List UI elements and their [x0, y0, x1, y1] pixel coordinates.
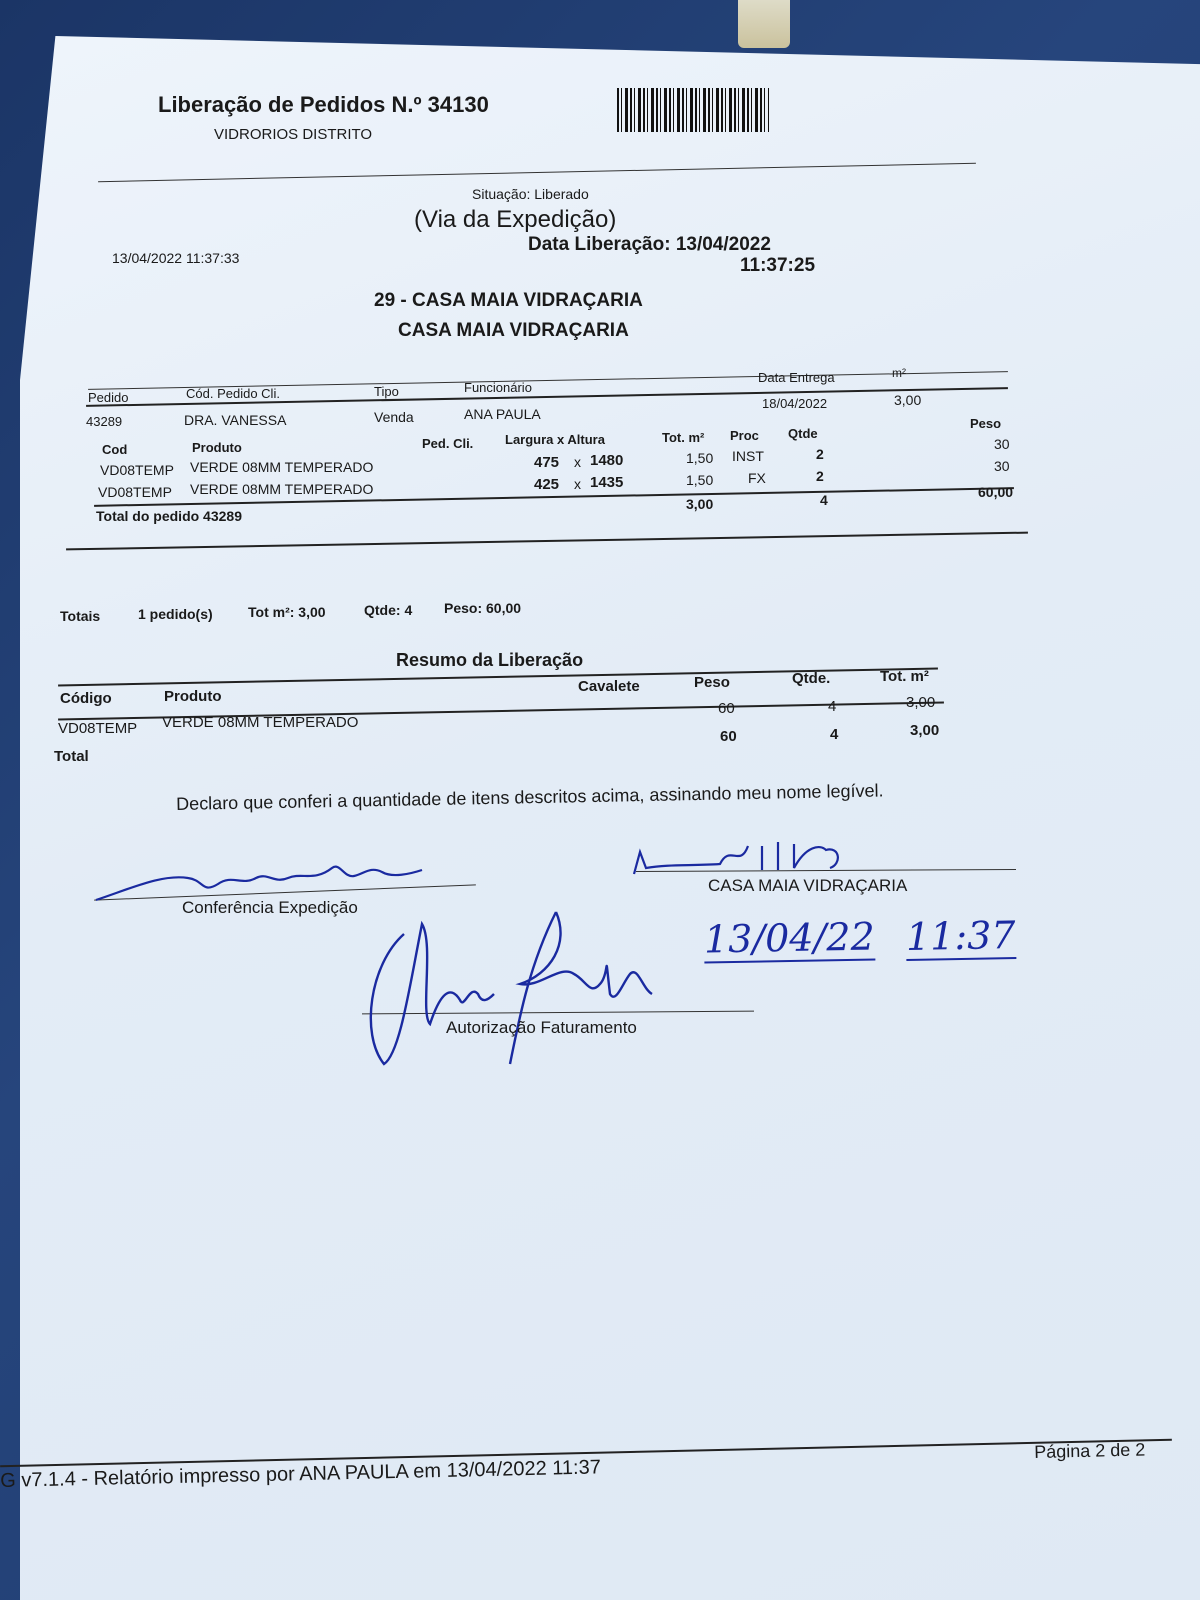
summary-header-peso: Peso: [694, 674, 730, 691]
totals-label: Totais: [60, 608, 101, 624]
item-tot-m2: 1,50: [686, 472, 714, 488]
item-header-largura-altura: Largura x Altura: [505, 432, 605, 447]
item-header-cod: Cod: [102, 442, 128, 457]
summary-title: Resumo da Liberação: [396, 650, 584, 670]
handwritten-time: 11:37: [905, 913, 1016, 959]
copy-label: (Via da Expedição): [414, 206, 617, 233]
col-header-tipo: Tipo: [374, 384, 399, 399]
summary-total-tot-m2: 3,00: [910, 722, 940, 739]
print-timestamp: 13/04/2022 11:37:33: [112, 250, 240, 266]
declaration-text: Declaro que conferi a quantidade de itens descritos acima, assinando meu nome legível.: [176, 780, 884, 814]
summary-header-codigo: Código: [60, 690, 112, 707]
order-total-label: Total do pedido 43289: [96, 508, 242, 524]
totals-qtde: Qtde: 4: [364, 602, 413, 618]
item-code: VD08TEMP: [100, 462, 174, 478]
item-x: x: [574, 476, 581, 492]
order-total-qtde: 4: [820, 492, 828, 508]
document-title: Liberação de Pedidos N.º 34130: [158, 92, 489, 117]
item-header-tot-m2: Tot. m²: [662, 430, 705, 445]
order-section-bottom-line: [66, 532, 1028, 551]
page-number: Página 2 de 2: [1034, 1439, 1146, 1462]
item-product: VERDE 08MM TEMPERADO: [190, 459, 374, 475]
item-x: x: [574, 454, 581, 470]
order-client-ref: DRA. VANESSA: [184, 412, 287, 428]
item-width: 425: [534, 476, 560, 493]
col-header-pedido: Pedido: [88, 390, 129, 405]
summary-row-qtde: 4: [828, 698, 837, 715]
summary-total-label: Total: [54, 748, 89, 765]
order-total-peso: 60,00: [978, 484, 1014, 500]
header-divider: [98, 163, 976, 182]
item-tot-m2: 1,50: [686, 450, 714, 466]
col-header-m2: m²: [892, 366, 906, 380]
summary-header-qtde: Qtde.: [792, 670, 831, 687]
item-header-produto: Produto: [192, 440, 242, 455]
summary-header-cavalete: Cavalete: [578, 678, 640, 695]
item-header-proc: Proc: [730, 428, 759, 443]
client-code-name: 29 - CASA MAIA VIDRAÇARIA: [374, 290, 643, 311]
summary-total-qtde: 4: [830, 726, 839, 743]
order-delivery-date: 18/04/2022: [762, 396, 828, 411]
col-header-data-entrega: Data Entrega: [758, 370, 835, 385]
summary-row-tot-m2: 3,00: [906, 694, 936, 711]
order-type: Venda: [374, 409, 414, 425]
totals-orders: 1 pedido(s): [138, 606, 213, 622]
col-header-funcionario: Funcionário: [464, 380, 532, 395]
barcode: [617, 88, 769, 132]
summary-row-product: VERDE 08MM TEMPERADO: [162, 714, 359, 731]
footer-printed-by: G v7.1.4 - Relatório impresso por ANA PAULA em 13/04/2022 11:37: [0, 1456, 602, 1492]
release-date: Data Liberação: 13/04/2022: [528, 234, 771, 255]
release-time: 11:37:25: [740, 255, 816, 276]
item-height: 1480: [590, 452, 624, 469]
item-peso: 30: [994, 458, 1010, 474]
order-m2: 3,00: [894, 392, 922, 408]
client-name: CASA MAIA VIDRAÇARIA: [398, 320, 629, 341]
item-header-ped-cli: Ped. Cli.: [422, 436, 474, 451]
summary-row-peso: 60: [718, 700, 735, 717]
totals-peso: Peso: 60,00: [444, 600, 522, 616]
order-total-m2: 3,00: [686, 496, 714, 512]
item-code: VD08TEMP: [98, 484, 172, 500]
situation-status: Situação: Liberado: [472, 186, 589, 202]
item-width: 475: [534, 454, 560, 471]
item-proc: INST: [732, 448, 764, 464]
conferencia-label: Conferência Expedição: [182, 898, 358, 917]
col-header-peso: Peso: [970, 416, 1002, 431]
handwritten-date: 13/04/22: [703, 914, 876, 962]
cliente-label: CASA MAIA VIDRAÇARIA: [708, 876, 908, 895]
item-qtde: 2: [816, 468, 824, 484]
autorizacao-label: Autorização Faturamento: [446, 1018, 637, 1037]
summary-header-tot-m2: Tot. m²: [880, 668, 929, 685]
item-proc: FX: [748, 470, 766, 486]
item-header-qtde: Qtde: [788, 426, 818, 441]
summary-header-produto: Produto: [164, 688, 222, 705]
item-height: 1435: [590, 474, 624, 491]
summary-row-code: VD08TEMP: [58, 720, 138, 737]
autorizacao-signature: [360, 904, 660, 1074]
item-peso: 30: [994, 436, 1010, 452]
col-header-cod-pedido-cli: Cód. Pedido Cli.: [186, 386, 280, 401]
cliente-signature: [630, 834, 860, 880]
item-product: VERDE 08MM TEMPERADO: [190, 481, 374, 497]
summary-total-peso: 60: [720, 728, 737, 745]
company-name: VIDRORIOS DISTRITO: [214, 126, 373, 143]
item-qtde: 2: [816, 446, 824, 462]
order-number: 43289: [86, 414, 123, 429]
totals-m2: Tot m²: 3,00: [248, 604, 326, 620]
order-employee: ANA PAULA: [464, 406, 541, 422]
